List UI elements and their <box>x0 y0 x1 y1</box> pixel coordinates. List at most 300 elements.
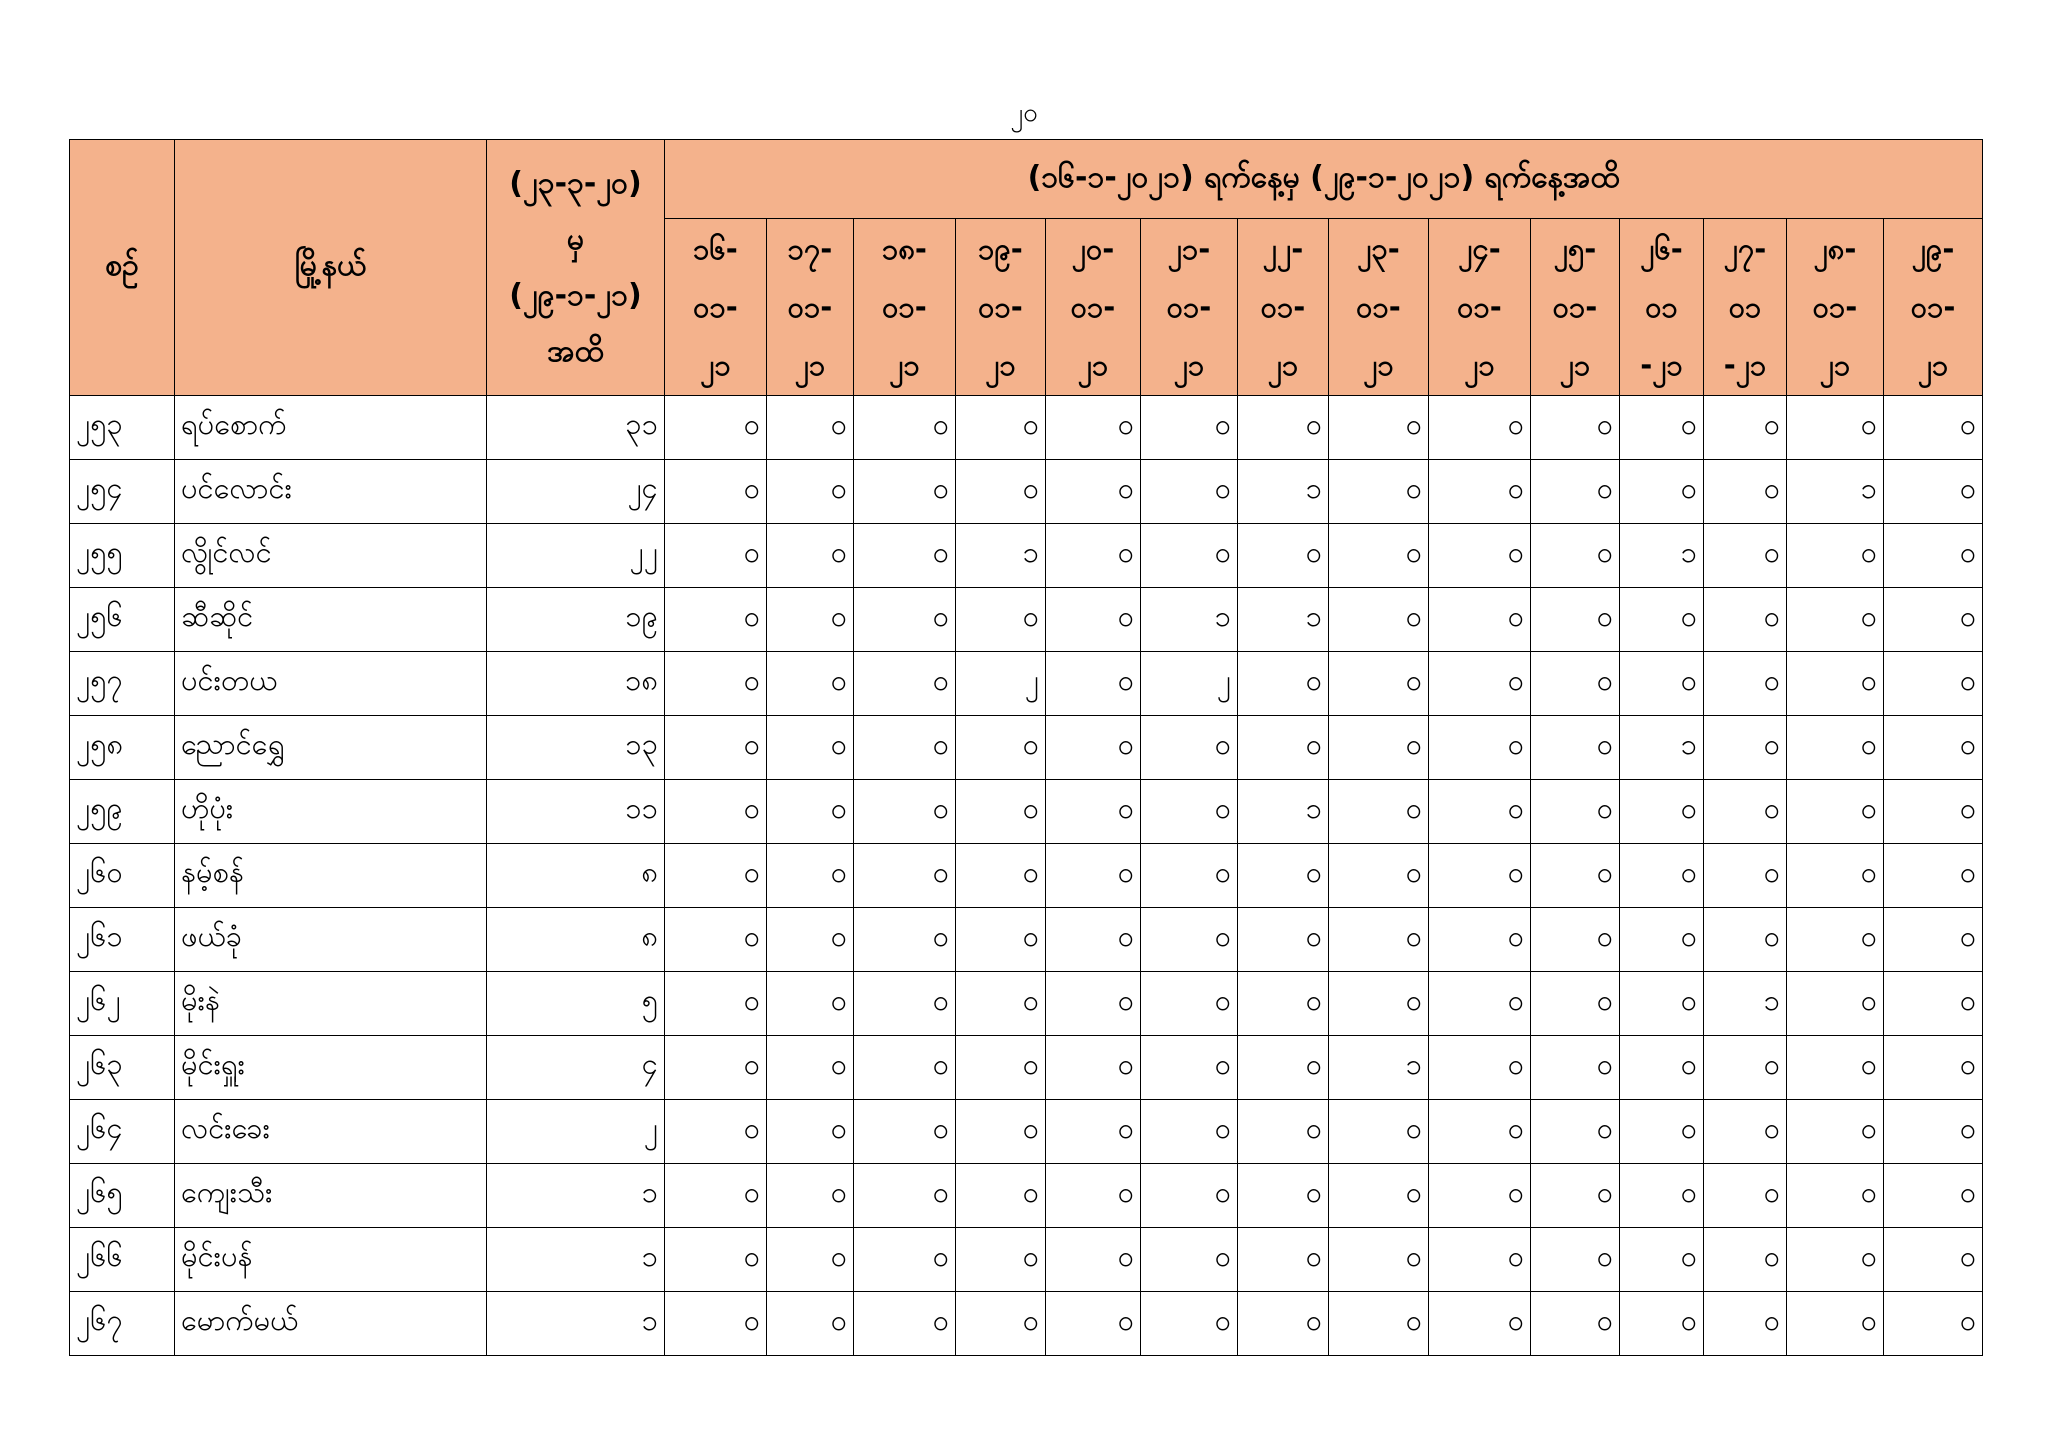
header-date-line: ၂၁- <box>1167 232 1211 266</box>
row-total: ၂၄ <box>487 460 665 524</box>
row-daily-count: ၀ <box>1141 908 1238 972</box>
row-daily-count: ၀ <box>665 1100 767 1164</box>
row-daily-count: ၀ <box>1787 716 1884 780</box>
row-daily-count: ၀ <box>767 844 854 908</box>
row-township: လင်းခေး <box>175 1100 487 1164</box>
header-date-line: ၀၁- <box>1260 290 1306 324</box>
row-sr: ၂၅၃ <box>70 396 175 460</box>
row-daily-count: ၀ <box>1329 780 1429 844</box>
row-daily-count: ၀ <box>1884 844 1983 908</box>
row-daily-count: ၀ <box>956 1228 1046 1292</box>
row-daily-count: ၀ <box>854 844 956 908</box>
row-sr: ၂၆၃ <box>70 1036 175 1100</box>
row-daily-count: ၀ <box>665 780 767 844</box>
row-total: ၂၂ <box>487 524 665 588</box>
row-daily-count: ၀ <box>1046 652 1141 716</box>
row-daily-count: ၂ <box>956 652 1046 716</box>
row-daily-count: ၀ <box>1787 524 1884 588</box>
row-total: ၈ <box>487 908 665 972</box>
header-date-line: ၂၁ <box>1077 348 1109 382</box>
row-daily-count: ၀ <box>1531 1164 1620 1228</box>
row-daily-count: ၀ <box>1704 1036 1787 1100</box>
row-daily-count: ၀ <box>1884 908 1983 972</box>
row-daily-count: ၀ <box>665 716 767 780</box>
row-township: မိုင်းရှူး <box>175 1036 487 1100</box>
row-daily-count: ၀ <box>1238 1164 1329 1228</box>
row-daily-count: ၀ <box>854 396 956 460</box>
row-sr: ၂၆၅ <box>70 1164 175 1228</box>
header-date <box>1884 219 1983 396</box>
row-daily-count: ၀ <box>1884 524 1983 588</box>
row-daily-count: ၀ <box>767 1292 854 1356</box>
row-daily-count: ၀ <box>1429 716 1531 780</box>
row-daily-count: ၀ <box>1329 716 1429 780</box>
row-daily-count: ၀ <box>1531 972 1620 1036</box>
header-sr: စဉ် <box>70 140 175 396</box>
header-date <box>767 219 854 396</box>
row-daily-count: ၀ <box>1620 588 1704 652</box>
row-daily-count: ၀ <box>956 460 1046 524</box>
header-date <box>956 219 1046 396</box>
row-daily-count: ၀ <box>1884 716 1983 780</box>
row-daily-count: ၀ <box>1704 716 1787 780</box>
row-daily-count: ၀ <box>1141 1100 1238 1164</box>
row-daily-count: ၀ <box>1429 780 1531 844</box>
header-date <box>1787 219 1884 396</box>
row-daily-count: ၀ <box>1620 1228 1704 1292</box>
row-daily-count: ၀ <box>1046 716 1141 780</box>
row-daily-count: ၀ <box>1704 908 1787 972</box>
row-daily-count: ၀ <box>854 652 956 716</box>
row-daily-count: ၁ <box>1238 780 1329 844</box>
row-daily-count: ၀ <box>1884 1100 1983 1164</box>
page-number: ၂၀ <box>1010 98 1038 128</box>
table-body <box>70 396 1983 1356</box>
table-row <box>70 1036 1983 1100</box>
row-daily-count: ၀ <box>1329 844 1429 908</box>
row-daily-count: ၀ <box>1429 396 1531 460</box>
row-daily-count: ၀ <box>956 396 1046 460</box>
row-daily-count: ၀ <box>1329 972 1429 1036</box>
row-daily-count: ၀ <box>1238 652 1329 716</box>
row-daily-count: ၀ <box>1704 396 1787 460</box>
row-daily-count: ၀ <box>1620 1036 1704 1100</box>
row-daily-count: ၀ <box>665 524 767 588</box>
row-daily-count: ၀ <box>1884 1228 1983 1292</box>
row-township: မိုးနဲ <box>175 972 487 1036</box>
row-daily-count: ၀ <box>854 716 956 780</box>
row-sr: ၂၆၄ <box>70 1100 175 1164</box>
row-daily-count: ၁ <box>1620 524 1704 588</box>
table-row <box>70 780 1983 844</box>
header-cumulative-range <box>487 140 665 396</box>
row-total: ၁၈ <box>487 652 665 716</box>
row-total: ၁၉ <box>487 588 665 652</box>
row-sr: ၂၅၅ <box>70 524 175 588</box>
header-range-line: မှ <box>566 221 585 257</box>
row-daily-count: ၀ <box>1531 652 1620 716</box>
row-daily-count: ၀ <box>665 652 767 716</box>
row-daily-count: ၀ <box>767 1036 854 1100</box>
row-daily-count: ၀ <box>1429 652 1531 716</box>
row-daily-count: ၀ <box>665 396 767 460</box>
header-range-line: (၂၉-၁-၂၁) <box>509 277 642 313</box>
row-daily-count: ၀ <box>1141 1164 1238 1228</box>
row-daily-count: ၀ <box>854 908 956 972</box>
row-daily-count: ၀ <box>1429 1228 1531 1292</box>
row-township: မိုင်းပန် <box>175 1228 487 1292</box>
row-sr: ၂၆၂ <box>70 972 175 1036</box>
header-date-line: ၀၁- <box>1070 290 1116 324</box>
table-row <box>70 1100 1983 1164</box>
header-date-line: ၂၆- <box>1640 232 1683 266</box>
row-township: ရပ်စောက် <box>175 396 487 460</box>
header-date-line: ၂၃- <box>1357 232 1400 266</box>
header-date-line: ၂၁ <box>1917 348 1949 382</box>
row-daily-count: ၀ <box>854 588 956 652</box>
row-daily-count: ၀ <box>1531 588 1620 652</box>
row-sr: ၂၅၇ <box>70 652 175 716</box>
header-date <box>1429 219 1531 396</box>
row-daily-count: ၁ <box>956 524 1046 588</box>
row-daily-count: ၀ <box>1238 844 1329 908</box>
row-daily-count: ၀ <box>1429 972 1531 1036</box>
row-daily-count: ၀ <box>1787 396 1884 460</box>
row-daily-count: ၀ <box>665 1292 767 1356</box>
row-daily-count: ၀ <box>1620 1292 1704 1356</box>
header-date <box>1238 219 1329 396</box>
row-sr: ၂၆၁ <box>70 908 175 972</box>
row-daily-count: ၀ <box>1704 588 1787 652</box>
header-date-line: ၂၁ <box>1819 348 1851 382</box>
header-date-line: ၀၁- <box>882 290 927 324</box>
row-township: ပင်းတယ <box>175 652 487 716</box>
row-daily-count: ၁ <box>1620 716 1704 780</box>
header-date-line: ၂၁ <box>1464 348 1495 382</box>
row-total: ၈ <box>487 844 665 908</box>
row-daily-count: ၀ <box>1787 972 1884 1036</box>
row-daily-count: ၀ <box>1704 652 1787 716</box>
header-date-line: -၂၁ <box>1723 348 1767 382</box>
row-total: ၅ <box>487 972 665 1036</box>
row-daily-count: ၀ <box>854 1100 956 1164</box>
row-daily-count: ၀ <box>1429 588 1531 652</box>
row-township: ပင်လောင်း <box>175 460 487 524</box>
row-daily-count: ၀ <box>1329 396 1429 460</box>
row-daily-count: ၀ <box>1329 1164 1429 1228</box>
row-daily-count: ၀ <box>1531 1036 1620 1100</box>
table-row <box>70 1292 1983 1356</box>
header-date <box>1620 219 1704 396</box>
header-date-line: ၀၁- <box>787 290 833 324</box>
row-daily-count: ၀ <box>1046 524 1141 588</box>
row-daily-count: ၀ <box>767 396 854 460</box>
row-daily-count: ၀ <box>854 1292 956 1356</box>
row-daily-count: ၀ <box>1884 460 1983 524</box>
row-sr: ၂၅၆ <box>70 588 175 652</box>
row-sr: ၂၆၀ <box>70 844 175 908</box>
row-daily-count: ၀ <box>1620 396 1704 460</box>
row-daily-count: ၀ <box>1787 1100 1884 1164</box>
row-daily-count: ၀ <box>1046 588 1141 652</box>
row-daily-count: ၀ <box>1046 908 1141 972</box>
row-sr: ၂၅၄ <box>70 460 175 524</box>
row-daily-count: ၀ <box>956 1164 1046 1228</box>
row-daily-count: ၀ <box>1884 780 1983 844</box>
header-date-line: ၂၁ <box>1559 348 1591 382</box>
header-date-line: ၀၁- <box>978 290 1023 324</box>
row-daily-count: ၀ <box>1531 780 1620 844</box>
row-daily-count: ၀ <box>767 780 854 844</box>
row-daily-count: ၀ <box>1238 1100 1329 1164</box>
row-daily-count: ၀ <box>767 716 854 780</box>
row-daily-count: ၀ <box>1238 1036 1329 1100</box>
header-date <box>854 219 956 396</box>
table-row <box>70 396 1983 460</box>
row-daily-count: ၀ <box>1238 716 1329 780</box>
row-daily-count: ၁ <box>1238 460 1329 524</box>
row-sr: ၂၆၇ <box>70 1292 175 1356</box>
row-daily-count: ၀ <box>1704 1100 1787 1164</box>
row-daily-count: ၀ <box>1884 1292 1983 1356</box>
row-daily-count: ၀ <box>956 588 1046 652</box>
row-daily-count: ၀ <box>854 780 956 844</box>
row-daily-count: ၀ <box>1531 460 1620 524</box>
row-daily-count: ၀ <box>1046 972 1141 1036</box>
header-date-line: ၂၁ <box>1363 348 1394 382</box>
row-daily-count: ၀ <box>854 524 956 588</box>
row-daily-count: ၁ <box>1238 588 1329 652</box>
row-daily-count: ၀ <box>854 1164 956 1228</box>
row-township: ညောင်ရွှေ <box>175 716 487 780</box>
row-daily-count: ၀ <box>1787 1164 1884 1228</box>
row-daily-count: ၀ <box>1704 460 1787 524</box>
row-sr: ၂၆၆ <box>70 1228 175 1292</box>
header-date <box>1046 219 1141 396</box>
row-daily-count: ၀ <box>665 844 767 908</box>
table-row <box>70 716 1983 780</box>
row-daily-count: ၀ <box>956 908 1046 972</box>
row-daily-count: ၁ <box>1704 972 1787 1036</box>
row-total: ၄ <box>487 1036 665 1100</box>
row-daily-count: ၀ <box>767 460 854 524</box>
row-daily-count: ၀ <box>1329 652 1429 716</box>
row-daily-count: ၁ <box>1141 588 1238 652</box>
row-daily-count: ၀ <box>1046 1228 1141 1292</box>
table-row <box>70 1164 1983 1228</box>
row-township: ဖယ်ခုံ <box>175 908 487 972</box>
header-date <box>665 219 767 396</box>
row-daily-count: ၀ <box>1429 460 1531 524</box>
row-daily-count: ၀ <box>1238 908 1329 972</box>
row-daily-count: ၀ <box>1620 844 1704 908</box>
header-date <box>1141 219 1238 396</box>
row-daily-count: ၀ <box>956 844 1046 908</box>
row-daily-count: ၀ <box>1141 396 1238 460</box>
header-range-line: (၂၃-၃-၂၀) <box>509 165 642 201</box>
table-row <box>70 1228 1983 1292</box>
row-daily-count: ၀ <box>1141 1292 1238 1356</box>
table-row <box>70 460 1983 524</box>
row-total: ၁ <box>487 1164 665 1228</box>
row-daily-count: ၀ <box>1429 1100 1531 1164</box>
row-daily-count: ၀ <box>1429 1036 1531 1100</box>
row-daily-count: ၀ <box>767 1164 854 1228</box>
row-daily-count: ၀ <box>767 972 854 1036</box>
row-daily-count: ၀ <box>1704 844 1787 908</box>
row-daily-count: ၀ <box>1531 716 1620 780</box>
row-daily-count: ၀ <box>1704 1228 1787 1292</box>
row-daily-count: ၀ <box>1141 716 1238 780</box>
row-daily-count: ၀ <box>1141 780 1238 844</box>
row-daily-count: ၀ <box>1704 1292 1787 1356</box>
row-daily-count: ၀ <box>665 1036 767 1100</box>
row-daily-count: ၀ <box>1141 1036 1238 1100</box>
header-date-line: ၀၁ <box>1645 290 1678 324</box>
row-daily-count: ၀ <box>1046 780 1141 844</box>
row-daily-count: ၂ <box>1141 652 1238 716</box>
table-header <box>70 140 1983 396</box>
row-daily-count: ၀ <box>1238 524 1329 588</box>
header-date-line: ၂၁ <box>700 348 731 382</box>
row-daily-count: ၀ <box>767 908 854 972</box>
row-daily-count: ၀ <box>767 652 854 716</box>
row-daily-count: ၀ <box>1429 524 1531 588</box>
row-daily-count: ၀ <box>767 524 854 588</box>
row-daily-count: ၀ <box>1429 908 1531 972</box>
row-daily-count: ၀ <box>1531 524 1620 588</box>
row-daily-count: ၀ <box>1141 1228 1238 1292</box>
row-daily-count: ၀ <box>767 588 854 652</box>
row-daily-count: ၀ <box>1620 908 1704 972</box>
row-daily-count: ၀ <box>1329 1100 1429 1164</box>
header-date-line: ၀၁ <box>1728 290 1762 324</box>
row-daily-count: ၀ <box>1046 1164 1141 1228</box>
header-date-line: ၂၁ <box>794 348 826 382</box>
row-daily-count: ၀ <box>1329 908 1429 972</box>
row-township: ဟိုပုံး <box>175 780 487 844</box>
header-date-line: ၁၇- <box>787 232 833 266</box>
header-date-line: ၀၁- <box>1356 290 1401 324</box>
row-daily-count: ၀ <box>1046 460 1141 524</box>
header-date-line: -၂၁ <box>1640 348 1683 382</box>
row-daily-count: ၀ <box>1620 652 1704 716</box>
header-date-line: ၂၂- <box>1262 232 1304 266</box>
row-daily-count: ၀ <box>1531 1228 1620 1292</box>
header-date-line: ၁၉- <box>978 232 1023 266</box>
header-date-line: ၂၁ <box>985 348 1016 382</box>
row-daily-count: ၀ <box>1046 1036 1141 1100</box>
header-date-line: ၂၉- <box>1911 232 1955 266</box>
row-daily-count: ၀ <box>1329 1228 1429 1292</box>
row-daily-count: ၀ <box>1046 1292 1141 1356</box>
row-daily-count: ၀ <box>1884 1164 1983 1228</box>
row-total: ၃၁ <box>487 396 665 460</box>
row-township: မောက်မယ် <box>175 1292 487 1356</box>
row-daily-count: ၀ <box>1531 1100 1620 1164</box>
header-date <box>1704 219 1787 396</box>
header-date-line: ၂၈- <box>1813 232 1857 266</box>
row-daily-count: ၀ <box>767 1100 854 1164</box>
header-date-line: ၂၄- <box>1458 232 1501 266</box>
row-total: ၁၃ <box>487 716 665 780</box>
row-daily-count: ၀ <box>1531 844 1620 908</box>
row-daily-count: ၀ <box>1787 588 1884 652</box>
row-daily-count: ၀ <box>1787 652 1884 716</box>
header-date-line: ၂၅- <box>1553 232 1597 266</box>
row-daily-count: ၀ <box>1046 844 1141 908</box>
row-daily-count: ၀ <box>854 1036 956 1100</box>
header-date-line: ၂၁ <box>1173 348 1205 382</box>
header-date-line: ၂၀- <box>1071 232 1115 266</box>
row-daily-count: ၀ <box>854 1228 956 1292</box>
header-date-line: ၀၁- <box>1457 290 1502 324</box>
row-daily-count: ၀ <box>1620 1164 1704 1228</box>
row-daily-count: ၀ <box>854 460 956 524</box>
row-total: ၁၁ <box>487 780 665 844</box>
row-daily-count: ၀ <box>1141 972 1238 1036</box>
header-date-line: ၂၇- <box>1723 232 1767 266</box>
header-date-line: ၀၁- <box>1552 290 1598 324</box>
header-date-line: ၂၁ <box>889 348 920 382</box>
row-daily-count: ၀ <box>1141 524 1238 588</box>
row-daily-count: ၀ <box>1884 396 1983 460</box>
row-daily-count: ၀ <box>1884 652 1983 716</box>
header-township: မြို့နယ် <box>175 140 487 396</box>
row-daily-count: ၀ <box>1141 844 1238 908</box>
row-sr: ၂၅၈ <box>70 716 175 780</box>
table-row <box>70 972 1983 1036</box>
row-daily-count: ၀ <box>1884 972 1983 1036</box>
row-township: နမ့်စန် <box>175 844 487 908</box>
row-daily-count: ၀ <box>956 780 1046 844</box>
row-daily-count: ၀ <box>1787 780 1884 844</box>
row-daily-count: ၀ <box>1141 460 1238 524</box>
row-daily-count: ၀ <box>1787 908 1884 972</box>
row-daily-count: ၀ <box>956 972 1046 1036</box>
row-daily-count: ၁ <box>1787 460 1884 524</box>
row-daily-count: ၀ <box>956 1036 1046 1100</box>
row-daily-count: ၀ <box>665 908 767 972</box>
row-daily-count: ၀ <box>1620 780 1704 844</box>
table-row <box>70 652 1983 716</box>
row-daily-count: ၀ <box>1620 1100 1704 1164</box>
row-daily-count: ၀ <box>1787 1036 1884 1100</box>
row-daily-count: ၀ <box>1429 1292 1531 1356</box>
table-row <box>70 908 1983 972</box>
row-daily-count: ၀ <box>1238 396 1329 460</box>
row-daily-count: ၀ <box>956 1292 1046 1356</box>
row-daily-count: ၀ <box>1329 588 1429 652</box>
row-daily-count: ၀ <box>1704 1164 1787 1228</box>
row-daily-count: ၁ <box>1329 1036 1429 1100</box>
row-daily-count: ၀ <box>1884 1036 1983 1100</box>
row-daily-count: ၀ <box>767 1228 854 1292</box>
row-daily-count: ၀ <box>665 1164 767 1228</box>
row-daily-count: ၀ <box>1531 396 1620 460</box>
row-daily-count: ၀ <box>1238 1292 1329 1356</box>
row-daily-count: ၀ <box>665 588 767 652</box>
row-daily-count: ၀ <box>1704 524 1787 588</box>
row-total: ၁ <box>487 1292 665 1356</box>
row-daily-count: ၀ <box>665 460 767 524</box>
row-daily-count: ၀ <box>1704 780 1787 844</box>
row-daily-count: ၀ <box>1787 1292 1884 1356</box>
header-date-line: ၀၁- <box>1910 290 1956 324</box>
row-daily-count: ၀ <box>665 1228 767 1292</box>
row-township: ကျေးသီး <box>175 1164 487 1228</box>
header-date <box>1531 219 1620 396</box>
